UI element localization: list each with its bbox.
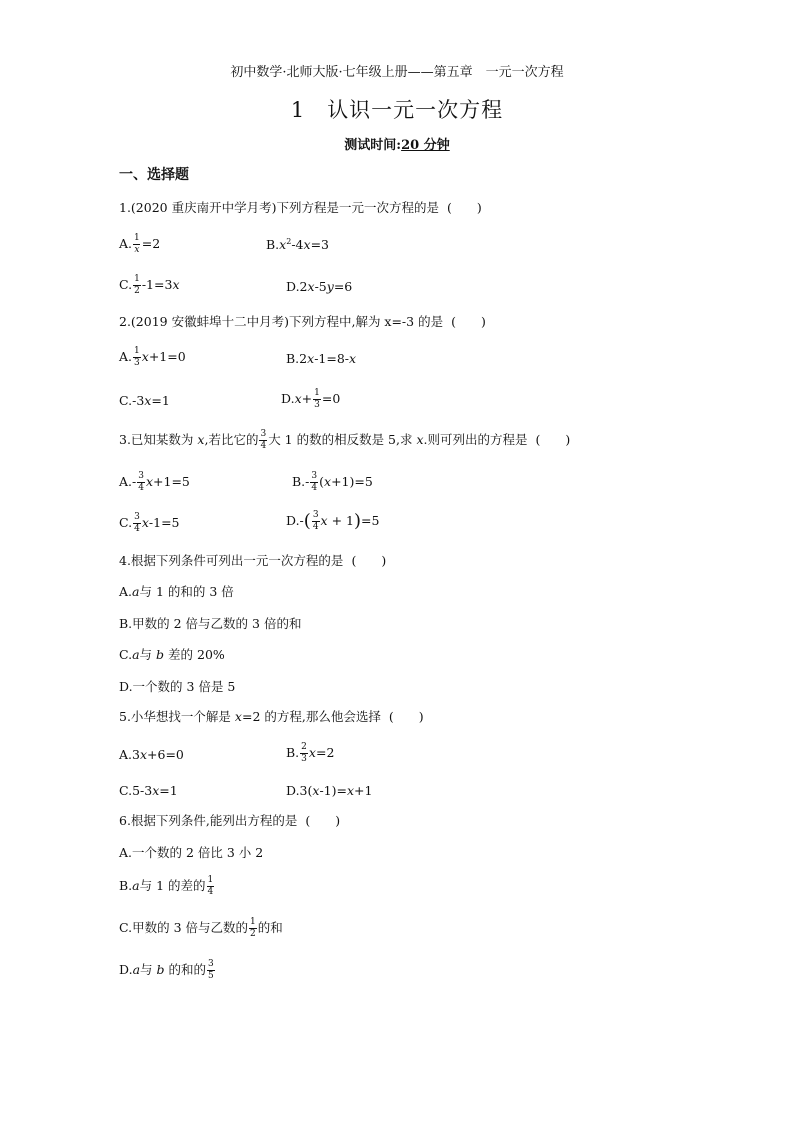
question-5-option-b: B. $\frac{2}{3}$ x=2 (286, 742, 335, 764)
question-4-option-c: C.a与 b 差的 20% (119, 647, 225, 662)
question-5-option-d: D.3(x-1)=x+1 (286, 783, 373, 798)
question-2-option-b: B.2x-1=8-x (286, 351, 357, 366)
question-1-text: 1.(2020 重庆南开中学月考)下列方程是一元一次方程的是 (119, 200, 439, 215)
question-4-text: 4.根据下列条件可列出一元一次方程的是 (119, 553, 344, 568)
question-4-option-a: A.a与 1 的和的 3 倍 (119, 584, 234, 599)
section-heading: 一、选择题 (119, 167, 189, 183)
lesson-title (0, 100, 794, 121)
lesson-number: 1 (290, 98, 306, 122)
answer-blank: ( ) (351, 553, 387, 568)
question-1-option-d: D.2x-5y=6 (286, 279, 353, 294)
question-2-option-d: D.x+ $\frac{1}{3}$ =0 (281, 388, 341, 410)
question-1-stem (119, 202, 482, 215)
question-2-text: 2.(2019 安徽蚌埠十二中月考)下列方程中,解为 x=-3 的是 (119, 314, 444, 329)
question-1-option-c: C. $\frac{1}{2}$ -1=3x (119, 274, 180, 296)
question-4-option-b: B.甲数的 2 倍与乙数的 3 倍的和 (119, 616, 302, 631)
question-3-stem: 3.已知某数为 x,若比它的 $\frac{3}{4}$ 大 1 的数的相反数是 5,求 x.则可列出的方程是 ( ) (119, 429, 571, 451)
question-1-option-a: A. $\frac{1}{x}$ =2 (119, 233, 161, 255)
question-3-option-a: A.- $\frac{3}{4}$ x+1=5 (119, 471, 190, 493)
question-5-option-a: A.3x+6=0 (119, 747, 184, 762)
lesson-title-text: 认识一元一次方程 (327, 98, 504, 122)
page-header: 初中数学·北师大版·七年级上册——第五章 一元一次方程 (230, 65, 564, 80)
question-5-stem: 5.小华想找一个解是 x=2 的方程,那么他会选择 ( ) (119, 709, 424, 724)
question-6-option-c: C.甲数的 3 倍与乙数的 $\frac{1}{2}$ 的和 (119, 917, 283, 939)
question-2-stem (119, 316, 486, 329)
question-6-stem (119, 815, 340, 828)
test-time-label: 测试时间: (344, 138, 402, 153)
question-1-option-b: $B.x^2-4x=3$ (266, 237, 330, 253)
test-time-value: 20 分钟 (401, 138, 450, 153)
answer-blank: ( ) (446, 200, 482, 215)
answer-blank: ( ) (305, 813, 341, 828)
question-6-option-a: A.一个数的 2 倍比 3 小 2 (119, 845, 264, 860)
question-3-option-b: B.- $\frac{3}{4}$ (x+1)=5 (292, 471, 373, 493)
answer-blank: ( ) (451, 314, 486, 329)
question-2-option-c: C.-3x=1 (119, 393, 170, 408)
answer-blank: ( ) (535, 432, 571, 447)
question-2-option-a: A. $\frac{1}{3}$ x+1=0 (119, 346, 186, 368)
question-3-option-d: D.-( $\frac{3}{4}$ x + 1)=5 (286, 510, 380, 532)
question-4-stem (119, 555, 386, 568)
answer-blank: ( ) (388, 709, 424, 724)
question-6-text: 6.根据下列条件,能列出方程的是 (119, 813, 298, 828)
question-4-option-d: D.一个数的 3 倍是 5 (119, 679, 236, 694)
test-time (0, 139, 794, 152)
question-6-option-d: D.a与 b 的和的 $\frac{3}{5}$ (119, 959, 214, 981)
question-6-option-b: B.a与 1 的差的 $\frac{1}{4}$ (119, 875, 214, 897)
question-3-option-c: C. $\frac{3}{4}$ x-1=5 (119, 512, 180, 534)
question-5-option-c: C.5-3x=1 (119, 783, 178, 798)
